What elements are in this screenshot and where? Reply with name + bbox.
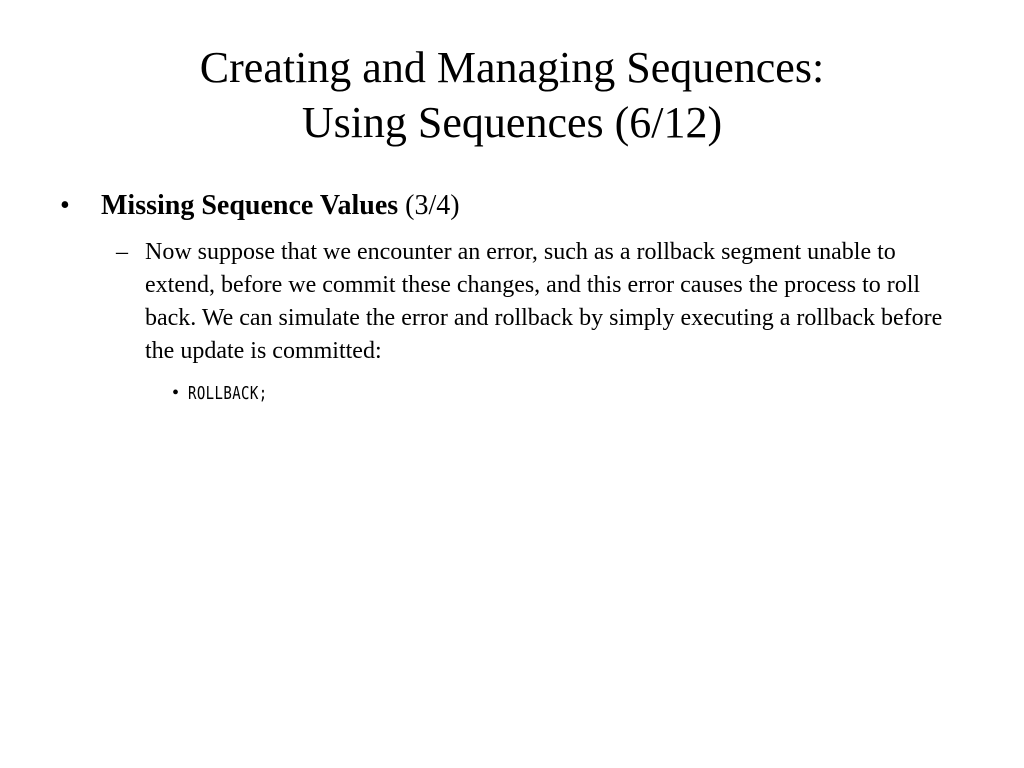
title-line-1: Creating and Managing Sequences: [199,43,825,92]
sub-bullet-text: Now suppose that we encounter an error, such as a rollback segment unable to extend, before we commit these changes, and this error causes the process to roll back. We can simulate the error and rollback by simply executing a rollback before the update is committed: [145,239,943,364]
bullet-marker: • [60,190,70,221]
code-snippet: ROLLBACK; [188,383,268,404]
dot-marker: • [172,382,180,404]
bullet-text [101,188,460,224]
title-line-2: Using Sequences (6/12) [301,98,723,147]
bullet-heading: Missing Sequence Values [101,190,399,221]
slide-title [0,40,1024,150]
dash-marker: – [116,239,128,265]
bullet-suffix: (3/4) [398,190,460,221]
